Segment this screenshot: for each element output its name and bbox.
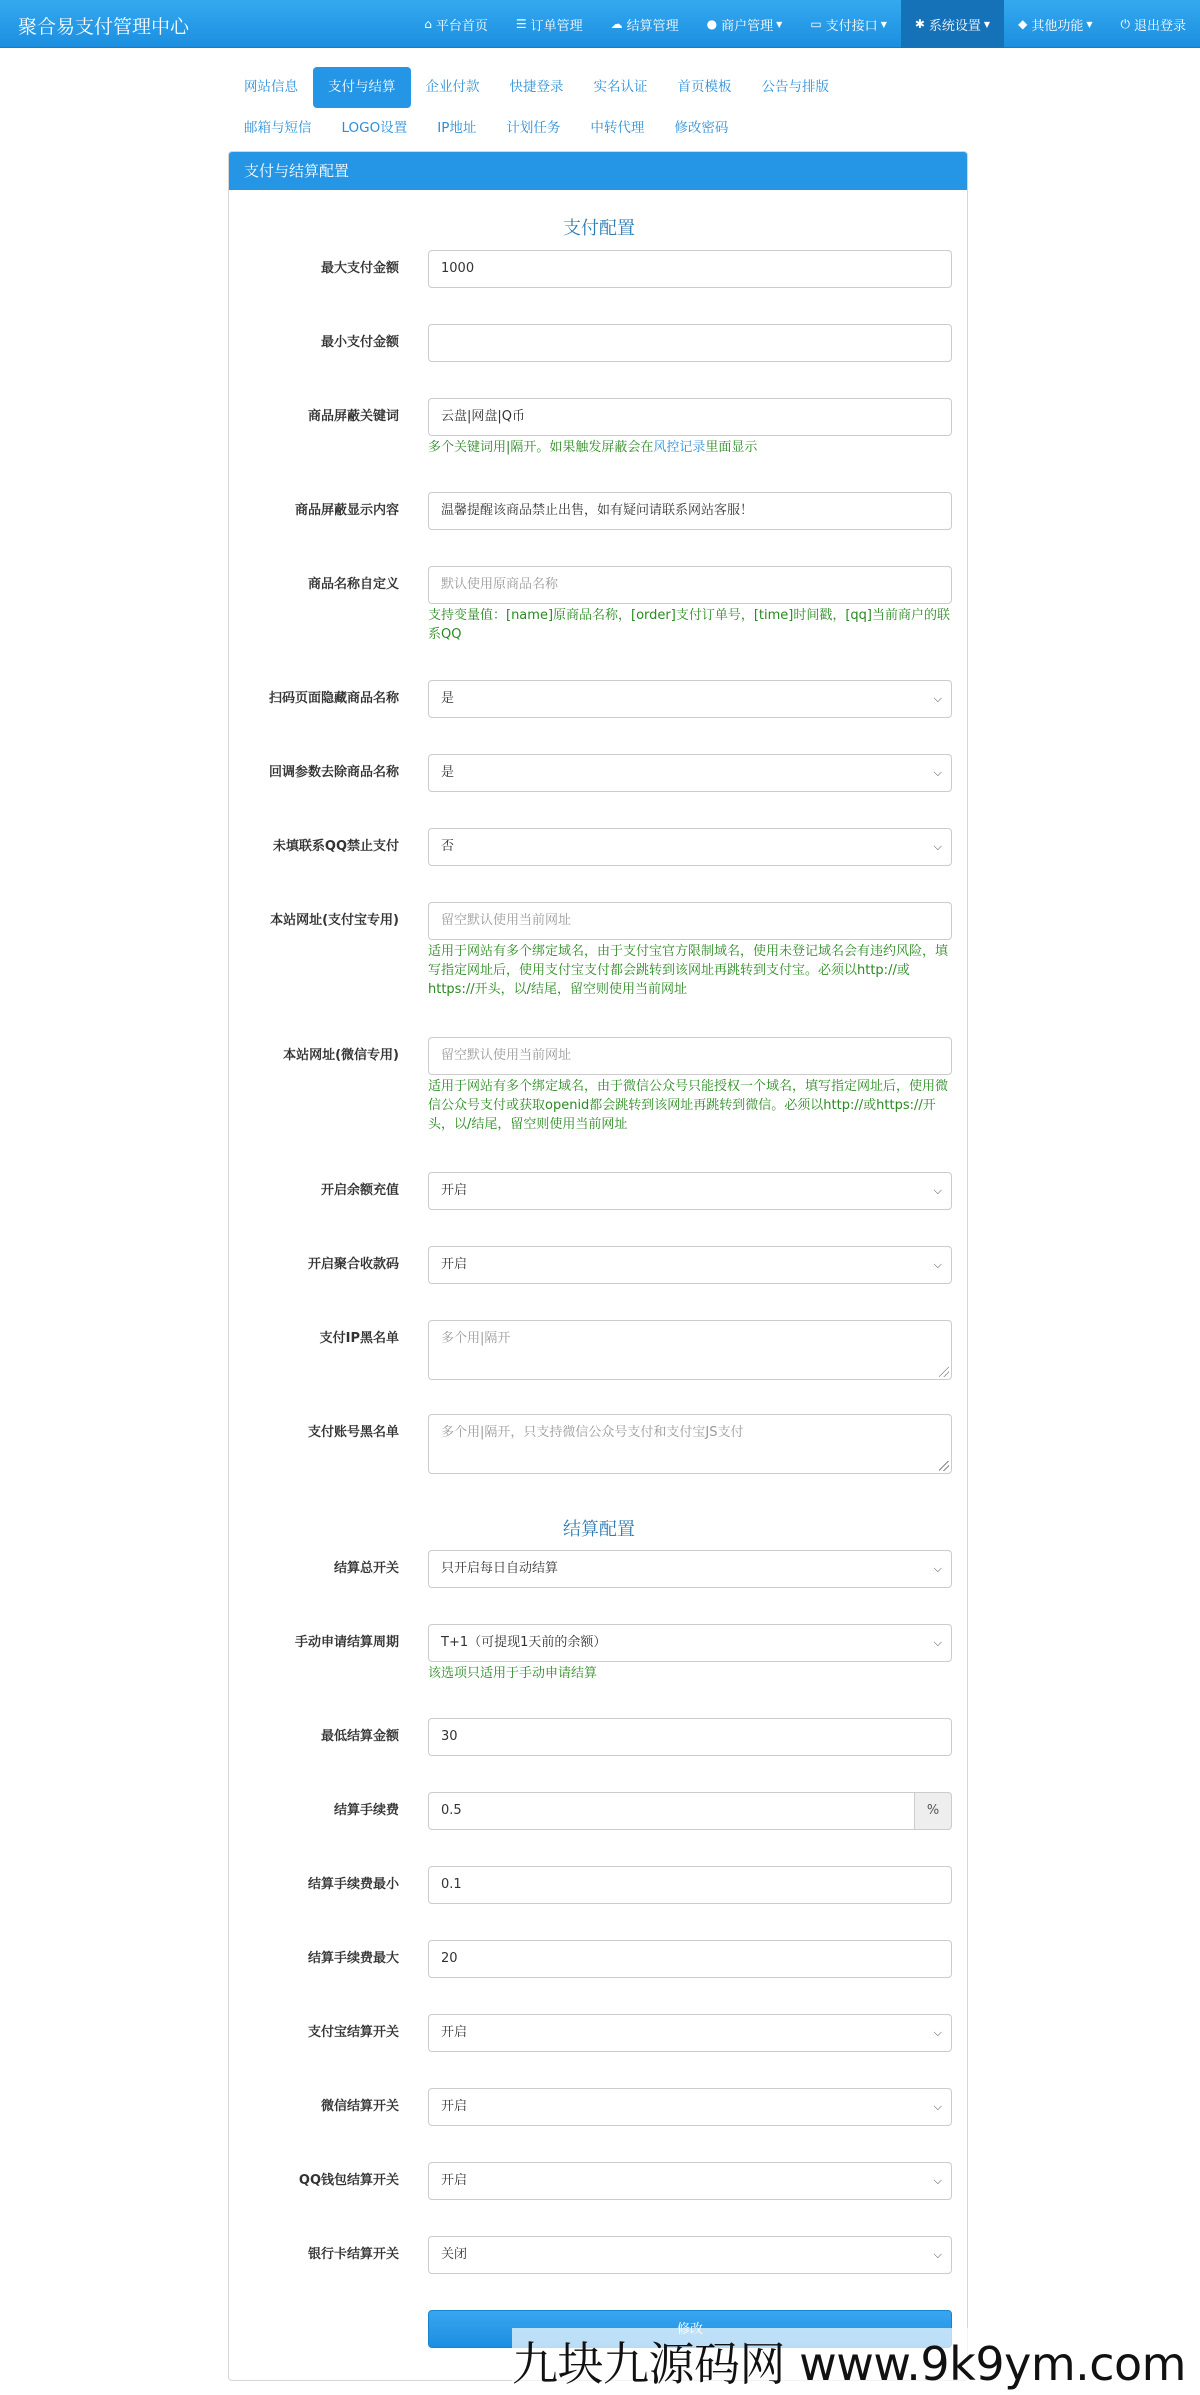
aggregate-code-label: 开启聚合收款码 [307,1257,399,1272]
settle-section-title: 结算配置 [563,1519,635,1540]
nav-item-3[interactable] [693,0,797,48]
select-value: 开启 [441,2099,468,2114]
select-value: 开启 [441,1183,468,1198]
tab-tabs_row1-2[interactable]: 企业付款 [425,79,480,95]
tab-row-2 [229,108,969,149]
chevron-down-icon: ⌵ [933,840,942,853]
help-text: 里面显示 [705,440,758,455]
nav-item-1[interactable] [502,0,597,48]
help-text: 多个关键词用|隔开。如果触发屏蔽会在 [428,440,654,455]
select-value: 关闭 [441,2247,468,2262]
tab-tabs_row1-0[interactable]: 网站信息 [244,79,298,95]
wechat-url-placeholder: 留空默认使用当前网址 [441,1048,572,1063]
wechat-settle-switch-select[interactable] [428,2088,952,2126]
chevron-down-icon: ⌵ [933,692,942,705]
settle-master-switch-select[interactable] [428,1550,952,1588]
pay-section-title: 支付配置 [563,218,635,239]
alipay-settle-switch-label: 支付宝结算开关 [307,2025,399,2040]
percent-addon: % [915,1792,952,1830]
account-blacklist-label: 支付账号黑名单 [307,1425,399,1440]
settle-fee-group [428,1792,952,1830]
caret-down-icon: ▼ [776,19,783,29]
manual-cycle-label: 手动申请结算周期 [294,1635,399,1650]
block-message-input[interactable]: 温馨提醒该商品禁止出售，如有疑问请联系网站客服！ [428,492,952,530]
nav-item-label: 支付接口 [825,18,878,34]
wechat-settle-switch-label: 微信结算开关 [320,2099,399,2114]
min-amount-label: 最小支付金额 [320,335,399,350]
balance-recharge-label: 开启余额充值 [320,1183,399,1198]
max-amount-input[interactable]: 1000 [428,250,952,288]
chevron-down-icon: ⌵ [933,1636,942,1649]
chevron-down-icon: ⌵ [933,766,942,779]
settings-tabs [229,67,969,149]
nav-item-label: 其他功能 [1031,18,1084,34]
tab-tabs_row2-0[interactable]: 邮箱与短信 [244,120,312,136]
tab-tabs_row1-6[interactable]: 公告与排版 [761,79,829,95]
aggregate-code-select[interactable] [428,1246,952,1284]
nav-item-5[interactable] [901,0,1004,48]
settle-min-amount-label: 最低结算金额 [320,1729,399,1744]
custom-name-label: 商品名称自定义 [307,577,399,592]
caret-down-icon: ▼ [880,19,887,29]
alipay-url-help: 适用于网站有多个绑定域名，由于支付宝官方限制域名，使用未登记域名会有违约风险，填写指定网址后，使用支付宝支付都会跳转到该网址再跳转到支付宝。必须以http://或https://开头，以/结尾，留空则使用当前网址 [428,944,949,997]
tab-tabs_row2-5[interactable]: 修改密码 [674,120,729,136]
account-blacklist-textarea[interactable] [428,1414,952,1474]
manual-cycle-select[interactable] [428,1624,952,1662]
nav-item-0[interactable] [410,0,502,48]
resize-handle-icon[interactable] [939,1461,949,1471]
tab-tabs_row1-3[interactable]: 快捷登录 [509,79,564,95]
resize-handle-icon[interactable] [939,1367,949,1377]
brand-title[interactable]: 聚合易支付管理中心 [18,16,190,38]
ip-blacklist-label: 支付IP黑名单 [319,1331,399,1346]
settle-fee-max-input[interactable]: 20 [428,1940,952,1978]
block-keywords-help [428,438,952,457]
wechat-url-help: 适用于网站有多个绑定域名，由于微信公众号只能授权一个域名，填写指定网址后，使用微信公众号支付或获取openid都会跳转到该网址再跳转到微信。必须以http://或https://开头，以/结尾，留空则使用当前网址 [428,1079,949,1132]
select-value: 开启 [441,1257,468,1272]
qr-hide-name-select[interactable] [428,680,952,718]
cube-icon: ◆ [1018,17,1028,31]
panel-title: 支付与结算配置 [229,152,967,190]
alipay-url-label: 本站网址(支付宝专用) [270,913,399,928]
settle-fee-min-label: 结算手续费最小 [307,1877,399,1892]
settle-fee-max-label: 结算手续费最大 [307,1951,399,1966]
bank-settle-switch-label: 银行卡结算开关 [307,2247,399,2262]
alipay-url-input[interactable] [428,902,952,940]
nav-item-label: 结算管理 [626,18,679,34]
nav-item-7[interactable] [1106,0,1200,48]
nav-item-label: 商户管理 [721,18,774,34]
top-navbar [0,0,1200,48]
tab-tabs_row2-4[interactable]: 中转代理 [590,120,645,136]
tab-tabs_row2-2[interactable]: IP地址 [437,120,477,136]
custom-name-input[interactable] [428,566,952,604]
chevron-down-icon: ⌵ [933,1562,942,1575]
tab-tabs_row2-1[interactable]: LOGO设置 [341,120,408,136]
credit-card-icon: ▭ [810,17,822,31]
select-value: 是 [441,765,455,780]
alipay-settle-switch-select[interactable] [428,2014,952,2052]
wechat-url-input[interactable] [428,1037,952,1075]
watermark-text: 九块九源码网 www.9k9ym.com [512,2328,1186,2394]
manual-cycle-help: 该选项只适用于手动申请结算 [428,1666,598,1681]
custom-name-placeholder: 默认使用原商品名称 [441,577,559,592]
balance-recharge-select[interactable] [428,1172,952,1210]
settle-min-amount-input[interactable]: 30 [428,1718,952,1756]
list-icon: ☰ [515,17,527,31]
cloud-icon: ☁ [610,17,623,31]
chevron-down-icon: ⌵ [933,1258,942,1271]
min-amount-input[interactable] [428,324,952,362]
block-keywords-input[interactable]: 云盘|网盘|Q币 [428,398,952,436]
settle-fee-min-input[interactable]: 0.1 [428,1866,952,1904]
select-value: T+1（可提现1天前的余额） [441,1635,607,1650]
callback-strip-name-select[interactable] [428,754,952,792]
nav-item-label: 系统设置 [928,18,981,34]
ip-blacklist-textarea[interactable] [428,1320,952,1380]
chevron-down-icon: ⌵ [933,2174,942,2187]
chevron-down-icon: ⌵ [933,2100,942,2113]
callback-strip-name-label: 回调参数去除商品名称 [268,765,399,780]
tab-tabs_row1-5[interactable]: 首页模板 [677,79,732,95]
chevron-down-icon: ⌵ [933,1184,942,1197]
tab-tabs_row2-3[interactable]: 计划任务 [506,120,561,136]
chevron-down-icon: ⌵ [933,2248,942,2261]
bank-settle-switch-select[interactable] [428,2236,952,2274]
select-value: 开启 [441,2025,468,2040]
gear-icon: ✱ [914,17,925,31]
home-icon: ⌂ [424,17,432,31]
nav-item-4[interactable] [796,0,901,48]
settle-fee-input[interactable]: 0.5 [428,1792,915,1830]
settle-master-switch-label: 结算总开关 [333,1561,399,1576]
select-value: 是 [441,691,455,706]
caret-down-icon: ▼ [1086,19,1093,29]
select-value: 开启 [441,2173,468,2188]
caret-down-icon: ▼ [983,19,991,29]
nav-item-6[interactable] [1004,0,1106,48]
user-icon: ● [706,17,718,31]
nav-item-2[interactable] [597,0,693,48]
tab-row-1 [229,67,969,108]
alipay-url-placeholder: 留空默认使用当前网址 [441,913,572,928]
main-nav [410,0,1200,48]
require-qq-select[interactable] [428,828,952,866]
ip-blacklist-placeholder: 多个用|隔开 [441,1331,511,1346]
qq-settle-switch-select[interactable] [428,2162,952,2200]
nav-item-label: 平台首页 [435,18,488,34]
power-icon: ⏻ [1120,16,1130,31]
require-qq-label: 未填联系QQ禁止支付 [272,839,399,854]
qq-settle-switch-label: QQ钱包结算开关 [298,2173,399,2188]
qr-hide-name-label: 扫码页面隐藏商品名称 [268,691,399,706]
block-keywords-label: 商品屏蔽关键词 [307,409,399,424]
chevron-down-icon: ⌵ [933,2026,942,2039]
custom-name-help: 支持变量值：[name]原商品名称，[order]支付订单号，[time]时间戳，[qq]当前商户的联系QQ [428,608,950,642]
select-value: 否 [441,839,455,854]
settle-fee-label: 结算手续费 [333,1803,399,1818]
nav-item-label: 退出登录 [1133,18,1186,34]
settings-panel [228,151,968,2381]
risk-record-link[interactable]: 风控记录 [653,440,706,455]
account-blacklist-placeholder: 多个用|隔开，只支持微信公众号支付和支付宝JS支付 [441,1425,744,1440]
tab-tabs_row1-1[interactable]: 支付与结算 [313,67,411,108]
block-message-label: 商品屏蔽显示内容 [294,503,399,518]
tab-tabs_row1-4[interactable]: 实名认证 [593,79,648,95]
wechat-url-label: 本站网址(微信专用) [283,1048,399,1063]
nav-item-label: 订单管理 [530,18,583,34]
select-value: 只开启每日自动结算 [441,1561,559,1576]
max-amount-label: 最大支付金额 [320,261,399,276]
